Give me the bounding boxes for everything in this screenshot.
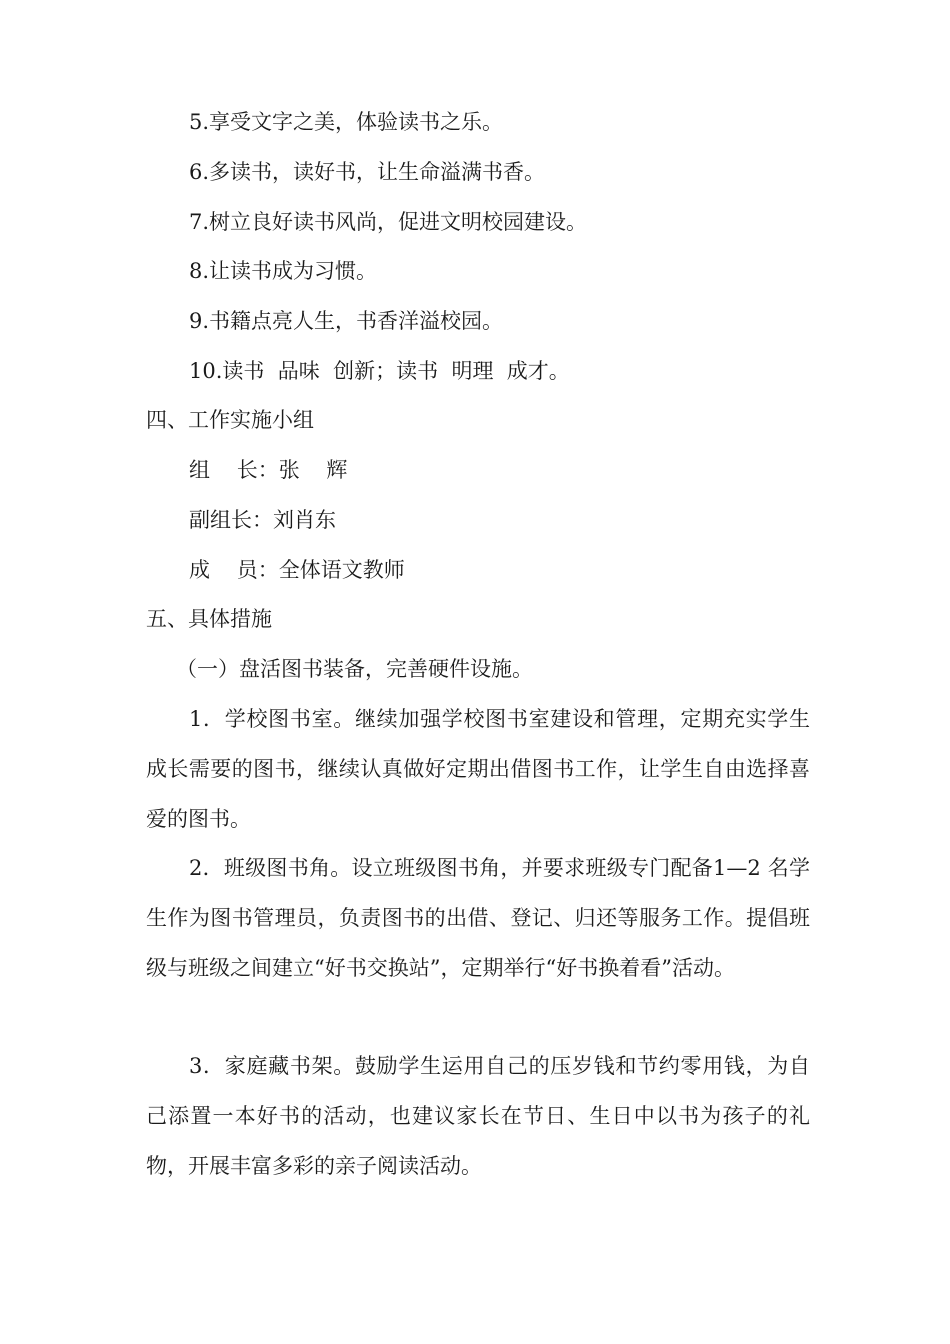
- team-deputy-leader: 副组长：刘肖东: [189, 508, 336, 532]
- team-leader: 组 长：张 辉: [189, 458, 348, 482]
- team-members: 成 员：全体语文教师: [189, 558, 405, 582]
- slogan-item-10: 10.读书 品味 创新；读书 明理 成才。: [189, 359, 570, 383]
- slogan-item-5: 5.享受文字之美，体验读书之乐。: [189, 110, 504, 134]
- measure-paragraph-2: 2．班级图书角。设立班级图书角，并要求班级专门配备1—2 名学生作为图书管理员，负责图书的出借、登记、归还等服务工作。提倡班级与班级之间建立“好书交换站”，定期举行“好书换着看”活动。: [146, 856, 810, 980]
- section-4-heading: 四、工作实施小组: [146, 408, 314, 432]
- slogan-item-6: 6.多读书，读好书，让生命溢满书香。: [189, 160, 546, 184]
- slogan-item-8: 8.让读书成为习惯。: [189, 259, 378, 283]
- section-5-subheading: （一）盘活图书装备，完善硬件设施。: [176, 657, 533, 681]
- measure-paragraph-1: 1．学校图书室。继续加强学校图书室建设和管理，定期充实学生成长需要的图书，继续认真做好定期出借图书工作，让学生自由选择喜爱的图书。: [146, 707, 810, 831]
- slogan-item-9: 9.书籍点亮人生，书香洋溢校园。: [189, 309, 504, 333]
- slogan-item-7: 7.树立良好读书风尚，促进文明校园建设。: [189, 210, 588, 234]
- section-5-heading: 五、具体措施: [146, 607, 272, 631]
- measure-paragraph-3: 3．家庭藏书架。鼓励学生运用自己的压岁钱和节约零用钱，为自己添置一本好书的活动，也建议家长在节日、生日中以书为孩子的礼物，开展丰富多彩的亲子阅读活动。: [146, 1054, 810, 1178]
